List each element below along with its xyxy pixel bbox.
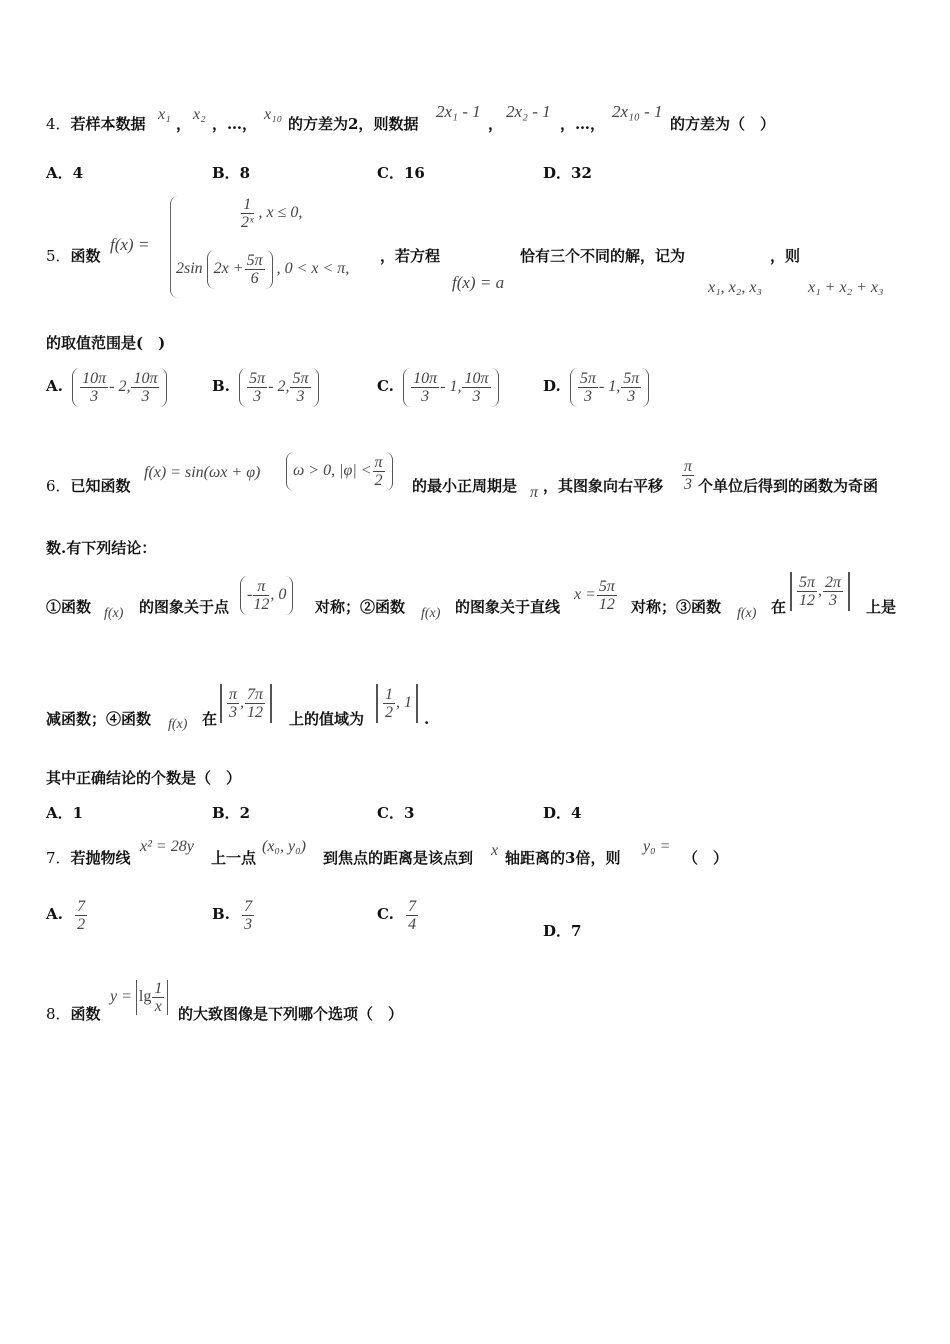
q6-c1-text: 的图象关于点 — [139, 598, 230, 616]
q4-option-c: C．16 — [377, 164, 425, 182]
q7-y0: y₀ = — [643, 838, 671, 855]
q6-c4-interval: $\frac{\pi}{3}$ , $\frac{7\pi}{12}$ — [220, 684, 272, 723]
q5-text4: ，则 — [770, 247, 801, 265]
q4-text2: 的方差为2，则数据 — [288, 115, 419, 133]
q6-question: 其中正确结论的个数是（ ） — [46, 769, 242, 787]
q6-text2: 的最小正周期是 — [412, 477, 518, 495]
q6-c4-text2: 上的值域为 — [289, 710, 365, 728]
q8-text: 函数 — [70, 1005, 101, 1023]
q5-option-b: B. $\frac{5\pi}{3}$ - 2, $\frac{5\pi}{3}$ — [212, 368, 315, 407]
q7-text3: 到焦点的距离是该点到 — [323, 849, 474, 867]
q5-text3: 恰有三个不同的解，记为 — [520, 247, 686, 265]
q5-option-c: C. $\frac{10\pi}{3}$ - 1, $\frac{10\pi}{3}$ — [377, 368, 495, 407]
q6-number: 6． — [46, 477, 71, 495]
q6-option-b: B．2 — [212, 804, 251, 822]
q6-c4-range: $\frac{1}{2}$ , 1 — [376, 684, 418, 723]
q6-c3-text2: 上是 — [866, 598, 897, 616]
q6-text: 已知函数 — [70, 477, 131, 495]
q8-stem — [46, 1004, 101, 1024]
q5-roots: x₁, x₂, x₃ — [708, 279, 762, 296]
q6-c2-fx: f(x) — [421, 606, 441, 621]
q4-x1: x₁ — [158, 106, 171, 123]
q7-number: 7． — [46, 849, 71, 867]
q6-c4-label: 减函数；④函数 — [46, 710, 152, 728]
q7-option-c: C. $\frac{7}{4}$ — [377, 898, 417, 933]
q8-text2: 的大致图像是下列哪个选项（ ） — [178, 1005, 404, 1023]
q6-text4: 个单位后得到的函数为奇函 — [698, 477, 879, 495]
q6-pi: π — [530, 484, 539, 501]
q7-stem — [46, 848, 131, 868]
q6-c2-text: 的图象关于直线 — [455, 598, 561, 616]
q6-c1-point: - $\frac{\pi}{12}$ , 0 — [240, 576, 293, 615]
q5-text5: 的取值范围是( ) — [46, 334, 166, 352]
q5-eq: f(x) = a — [452, 273, 505, 292]
q5-sum: x₁ + x₂ + x₃ — [808, 279, 884, 296]
q7-text5: （ ） — [683, 849, 729, 867]
q4-option-b: B．8 — [212, 164, 251, 182]
q8-number: 8． — [46, 1005, 71, 1023]
q4-2x2: 2x₂ - 1 — [506, 102, 551, 121]
q4-ellipsis: ，…， — [212, 115, 258, 133]
q6-option-a: A．1 — [46, 804, 84, 822]
q7-text4: 轴距离的3倍，则 — [505, 849, 621, 867]
q5-option-d: D. $\frac{5\pi}{3}$ - 1, $\frac{5\pi}{3}$ — [543, 368, 645, 407]
q6-text5: 数.有下列结论： — [46, 539, 157, 557]
q6-c1-label: ①函数 — [46, 598, 92, 616]
q4-x2: x₂ — [193, 106, 206, 123]
q6-c2-label: 对称；②函数 — [315, 598, 406, 616]
q6-c2-line: x = $\frac{5\pi}{12}$ — [574, 578, 615, 613]
q4-x10: x₁₀ — [264, 106, 283, 123]
q6-condition: ω > 0, |φ| < $\frac{\pi}{2}$ — [286, 452, 393, 491]
q4-option-d: D．32 — [543, 164, 592, 182]
q4-2x1: 2x₁ - 1 — [436, 102, 481, 121]
q6-stem — [46, 476, 131, 496]
q6-c3-interval: $\frac{5\pi}{12}$ , $\frac{2\pi}{3}$ — [790, 572, 850, 611]
q5-text2: ，若方程 — [380, 247, 441, 265]
q5-case2: 2sin 2x + $\frac{5\pi}{6}$ , 0 < x < π, — [176, 252, 350, 287]
q7-text2: 上一点 — [211, 849, 257, 867]
q6-option-d: D．4 — [543, 804, 582, 822]
q4-comma: ， — [176, 115, 192, 133]
q6-fx: f(x) = sin(ωx + φ) — [144, 464, 261, 481]
q7-x: x — [491, 842, 499, 859]
q6-c4-period: . — [424, 710, 430, 728]
q7-parabola: x² = 28y — [140, 838, 194, 855]
q4-text3: 的方差为（ ） — [670, 115, 776, 133]
q4-option-a: A．4 — [46, 164, 84, 182]
q8-function: y = lg $\frac{1}{x}$ — [110, 980, 168, 1015]
q6-c4-text: 在 — [202, 710, 218, 728]
q5-number: 5． — [46, 247, 71, 265]
q7-option-b: B. $\frac{7}{3}$ — [212, 898, 253, 933]
q6-text3: ，其图象向右平移 — [543, 477, 664, 495]
q7-option-a: A. $\frac{7}{2}$ — [46, 898, 86, 933]
q6-c3-label: 对称；③函数 — [631, 598, 722, 616]
q6-option-c: C．3 — [377, 804, 415, 822]
q7-point: (x₀, y₀) — [262, 838, 306, 855]
q6-c3-text: 在 — [771, 598, 787, 616]
q7-option-d: D．7 — [543, 922, 582, 940]
q5-text: 函数 — [70, 247, 101, 265]
q6-c3-fx: f(x) — [737, 606, 757, 621]
q5-case1: $\frac{1}{\text{2ˣ}}$ , x ≤ 0, — [241, 196, 303, 231]
q4-2x10: 2x₁₀ - 1 — [612, 102, 663, 121]
q6-c1-fx: f(x) — [104, 606, 124, 621]
q4-text: 若样本数据 — [70, 115, 146, 133]
q4-comma2: ， — [488, 115, 504, 133]
q5-fx: f(x) = — [110, 235, 150, 254]
q5-option-a: A. $\frac{10\pi}{3}$ - 2, $\frac{10\pi}{3}$ — [46, 368, 163, 407]
q4-number: 4． — [46, 115, 71, 133]
q6-c4-fx: f(x) — [168, 717, 188, 732]
q5-stem — [46, 246, 101, 266]
q4-stem — [46, 114, 146, 134]
q7-text: 若抛物线 — [70, 849, 131, 867]
q4-ellipsis2: ，…， — [560, 115, 606, 133]
q6-shift: $\frac{\pi}{3}$ — [684, 458, 693, 493]
